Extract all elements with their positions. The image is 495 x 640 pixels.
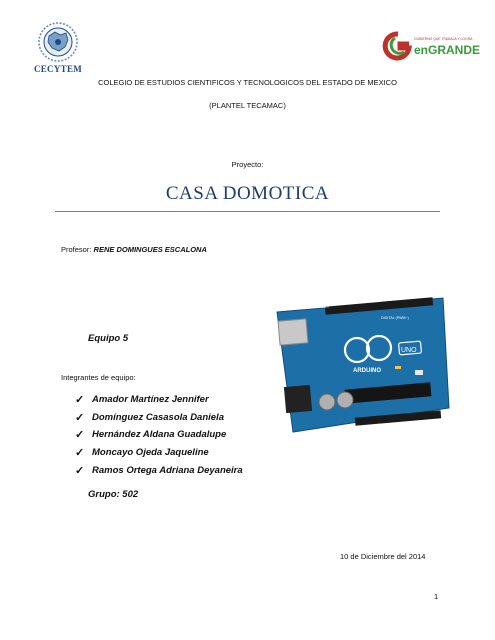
gobierno-engrande-logo xyxy=(382,30,481,62)
cecytem-logo-text: CECYTEM xyxy=(33,64,83,74)
board-model-label: UNO xyxy=(401,347,417,354)
members-label: Integrantes de equipo: xyxy=(61,373,136,382)
gobierno-small-text: GOBIERNO QUE TRABAJA Y LOGRA xyxy=(414,37,473,41)
list-item xyxy=(75,409,243,427)
member-name: Moncayo Ojeda Jaqueline xyxy=(92,447,209,459)
profesor-line xyxy=(61,245,207,254)
checkmark-icon: ✓ xyxy=(75,411,85,424)
member-name: Amador Martínez Jennifer xyxy=(92,394,209,406)
institution-name: COLEGIO DE ESTUDIOS CIENTIFICOS Y TECNOLOGICOS DEL ESTADO DE MEXICO xyxy=(98,78,397,87)
project-title: CASA DOMOTICA xyxy=(165,183,330,204)
list-item xyxy=(75,444,243,462)
board-digital-label: DIGITAL (PWM~) xyxy=(381,316,409,320)
member-name: Domínguez Casasola Daniela xyxy=(92,411,224,423)
engrande-text: enGRANDE xyxy=(414,43,481,57)
checkmark-icon: ✓ xyxy=(75,394,85,407)
board-brand-label: ARDUINO xyxy=(353,368,381,374)
checkmark-icon: ✓ xyxy=(75,429,85,442)
profesor-name: RENE DOMINGUES ESCALONA xyxy=(93,245,207,254)
list-item xyxy=(75,461,243,479)
page-number: 1 xyxy=(434,592,439,601)
member-name: Ramos Ortega Adriana Deyaneira xyxy=(92,464,243,476)
board-made-in-label: MADE IN ITALY xyxy=(301,304,330,309)
members-list xyxy=(75,391,243,479)
list-item xyxy=(75,426,243,444)
list-item xyxy=(75,391,243,409)
member-name: Hernández Aldana Guadalupe xyxy=(92,429,227,441)
checkmark-icon: ✓ xyxy=(75,447,85,460)
group-label: Grupo: 502 xyxy=(88,489,139,500)
checkmark-icon: ✓ xyxy=(75,464,85,477)
arduino-board-image xyxy=(265,290,455,440)
plantel-name: (PLANTEL TECAMAC) xyxy=(209,101,286,110)
title-divider xyxy=(55,211,440,212)
date-text: 10 de Diciembre del 2014 xyxy=(340,552,426,561)
profesor-label: Profesor: xyxy=(61,245,92,254)
project-label: Proyecto: xyxy=(231,160,264,169)
team-label: Equipo 5 xyxy=(88,333,129,344)
